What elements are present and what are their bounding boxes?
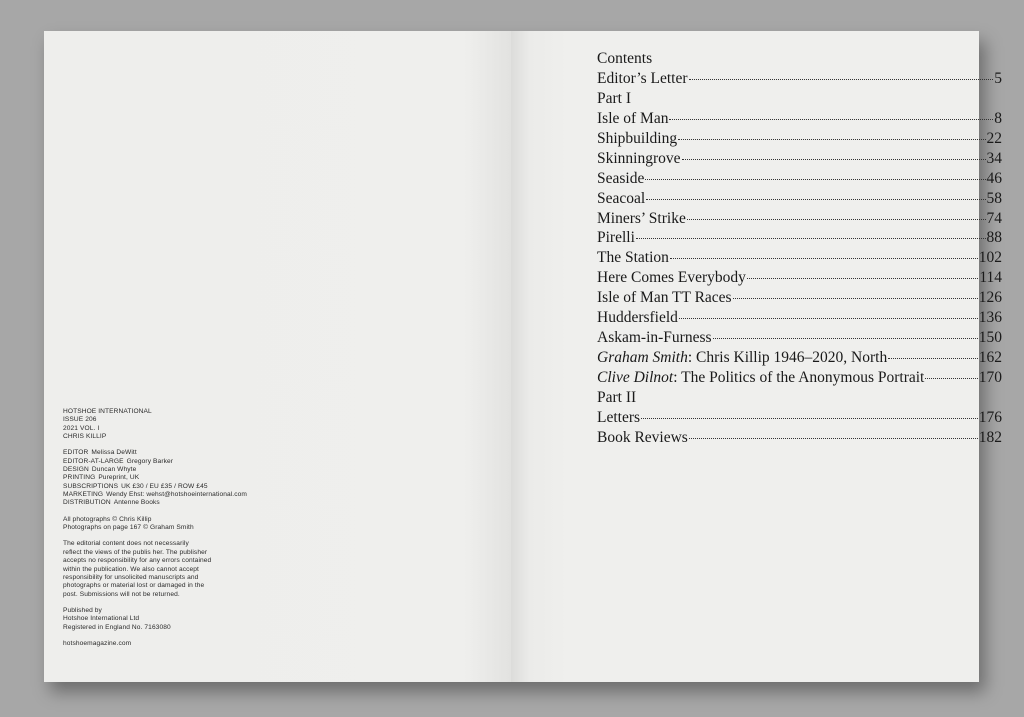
credit-name: UK £30 / EU £35 / ROW £45 — [121, 482, 208, 490]
dot-leader — [888, 357, 978, 359]
credit-role: DESIGN — [63, 466, 89, 474]
page-number: 150 — [978, 329, 1002, 347]
disclaimer-line: accepts no responsibility for any errors contained — [63, 557, 212, 565]
credit-role: MARKETING — [63, 491, 104, 499]
table-of-contents — [597, 49, 1002, 448]
page-number: 170 — [978, 369, 1002, 386]
dot-leader — [689, 78, 994, 80]
toc-entry — [597, 129, 1002, 149]
dot-leader — [636, 237, 986, 239]
right-page — [511, 31, 1002, 682]
credit-name: Antenne Books — [113, 499, 160, 507]
entry-title: Shipbuilding — [597, 129, 678, 147]
dot-leader — [747, 277, 978, 279]
masthead-line: HOTSHOE INTERNATIONAL — [63, 408, 152, 415]
entry-title: Isle of Man TT Races — [597, 289, 732, 307]
page-number: 58 — [986, 189, 1002, 207]
credit-line — [63, 466, 303, 474]
page-number: 182 — [978, 428, 1002, 446]
toc-entry — [597, 169, 1002, 189]
entry-title: Askam-in-Furness — [597, 329, 712, 347]
website: hotshoemagazine.com — [63, 639, 132, 647]
publisher-line: Registered in England No. 7163080 — [63, 623, 171, 631]
entry-author: Clive Dilnot — [597, 369, 674, 386]
section-title: Part II — [597, 388, 637, 406]
entry-title: Miners’ Strike — [597, 209, 686, 227]
toc-entry — [597, 228, 1002, 248]
section-heading — [597, 89, 1002, 109]
toc-entry — [597, 69, 1002, 89]
toc-entry — [597, 209, 1002, 229]
entry-title — [597, 368, 924, 388]
dot-leader — [670, 257, 978, 259]
photo-credit-line: All photographs © Chris Killip — [63, 515, 152, 523]
masthead — [63, 408, 303, 441]
photo-credit-line: Photographs on page 167 © Graham Smith — [63, 524, 194, 532]
page-number: 102 — [978, 249, 1002, 267]
entry-title-text: : The Politics of the Anonymous Portrait — [673, 369, 925, 386]
entry-title: Pirelli — [597, 229, 635, 247]
toc-entry — [597, 368, 1002, 388]
credit-name: Melissa DeWitt — [91, 449, 137, 457]
dot-leader — [645, 178, 985, 180]
magazine-spread — [44, 31, 1002, 682]
credit-line — [63, 449, 303, 457]
publisher-line: Published by — [63, 606, 102, 614]
page-number: 126 — [978, 289, 1002, 307]
credit-line — [63, 458, 303, 466]
dot-leader — [679, 317, 978, 319]
credit-name: Wendy Ehst: wehst@hotshoeinternational.com — [106, 491, 247, 499]
credit-role: EDITOR — [63, 449, 89, 457]
page-number: 8 — [994, 109, 1002, 127]
credit-name: Gregory Barker — [126, 457, 174, 465]
dot-leader — [641, 417, 978, 419]
entry-title: The Station — [597, 249, 669, 267]
page-number: 46 — [986, 169, 1002, 187]
credit-role: PRINTING — [63, 474, 96, 482]
disclaimer — [63, 540, 303, 598]
section-title: Part I — [597, 89, 632, 107]
dot-leader — [669, 118, 993, 120]
section-heading — [597, 388, 1002, 408]
toc-entry — [597, 348, 1002, 368]
credit-role: SUBSCRIPTIONS — [63, 482, 119, 490]
dot-leader — [733, 297, 978, 299]
page-number: 176 — [978, 408, 1002, 426]
credit-line — [63, 474, 303, 482]
credit-role: EDITOR-AT-LARGE — [63, 457, 124, 465]
page-number: 114 — [979, 269, 1002, 287]
contents-list — [597, 69, 1002, 448]
credits — [63, 449, 303, 507]
page-number: 136 — [978, 309, 1002, 327]
dot-leader — [682, 158, 986, 160]
dot-leader — [925, 377, 977, 379]
masthead-line: ISSUE 206 — [63, 416, 97, 424]
disclaimer-line: photographs or material lost or damaged in the — [63, 582, 205, 590]
page-number: 162 — [978, 349, 1002, 367]
left-page — [44, 31, 511, 682]
page-number: 22 — [986, 129, 1002, 147]
entry-title — [597, 348, 887, 368]
entry-title: Isle of Man — [597, 109, 669, 127]
toc-entry — [597, 248, 1002, 268]
page-number: 88 — [986, 229, 1002, 247]
publisher-info — [63, 607, 303, 632]
entry-author: Graham Smith — [597, 349, 688, 367]
publisher-line: Hotshoe International Ltd — [63, 615, 140, 623]
entry-title: Editor’s Letter — [597, 69, 688, 87]
toc-entry — [597, 268, 1002, 288]
credit-name: Pureprint, UK — [98, 474, 140, 482]
toc-entry — [597, 109, 1002, 129]
entry-title: Seaside — [597, 169, 645, 187]
masthead-line: CHRIS KILLIP — [63, 433, 107, 441]
disclaimer-line: responsibility for unsolicited manuscripts and — [63, 573, 199, 581]
toc-entry — [597, 328, 1002, 348]
colophon — [63, 408, 303, 648]
entry-title: Huddersfield — [597, 309, 678, 327]
entry-title-text: : Chris Killip 1946–2020, North — [687, 349, 888, 367]
disclaimer-line: reflect the views of the publis her. The publisher — [63, 548, 208, 556]
disclaimer-line: within the publication. We also cannot accept — [63, 565, 199, 573]
masthead-line: 2021 VOL. I — [63, 424, 100, 432]
credit-line — [63, 483, 303, 491]
entry-title: Letters — [597, 408, 641, 426]
dot-leader — [646, 198, 985, 200]
dot-leader — [689, 437, 978, 439]
toc-entry — [597, 408, 1002, 428]
page-number: 74 — [986, 209, 1002, 227]
toc-entry — [597, 428, 1002, 448]
entry-title: Seacoal — [597, 189, 646, 207]
credit-line — [63, 491, 303, 499]
photo-credits — [63, 516, 303, 533]
dot-leader — [713, 337, 978, 339]
credit-line — [63, 499, 303, 507]
entry-title: Skinningrove — [597, 149, 681, 167]
toc-entry — [597, 288, 1002, 308]
credit-role: DISTRIBUTION — [63, 499, 111, 507]
page-number: 34 — [986, 149, 1002, 167]
dot-leader — [678, 138, 985, 140]
toc-entry — [597, 149, 1002, 169]
toc-entry — [597, 189, 1002, 209]
entry-title: Book Reviews — [597, 428, 688, 446]
disclaimer-line: The editorial content does not necessarily — [63, 540, 189, 548]
toc-entry — [597, 308, 1002, 328]
page-number: 5 — [994, 69, 1002, 87]
entry-title: Here Comes Everybody — [597, 269, 746, 287]
credit-name: Duncan Whyte — [91, 466, 137, 474]
disclaimer-line: post. Submissions will not be returned. — [63, 590, 180, 598]
contents-heading: Contents — [597, 50, 653, 67]
dot-leader — [687, 218, 986, 220]
